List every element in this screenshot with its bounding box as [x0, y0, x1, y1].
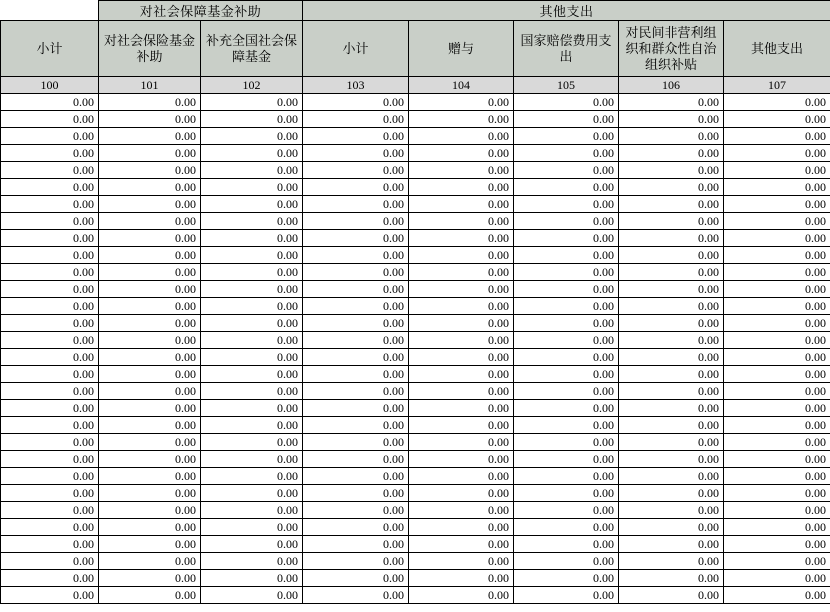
- table-cell[interactable]: 0.00: [514, 247, 619, 264]
- table-cell[interactable]: 0.00: [724, 519, 830, 536]
- table-cell[interactable]: 0.00: [303, 315, 409, 332]
- table-cell[interactable]: 0.00: [409, 570, 514, 587]
- table-cell[interactable]: 0.00: [514, 434, 619, 451]
- table-cell[interactable]: 0.00: [409, 111, 514, 128]
- table-cell[interactable]: 0.00: [619, 145, 724, 162]
- table-cell[interactable]: 0.00: [201, 196, 303, 213]
- table-cell[interactable]: 0.00: [303, 400, 409, 417]
- table-row: [1, 519, 830, 536]
- table-cell[interactable]: 0.00: [201, 230, 303, 247]
- table-cell[interactable]: 0.00: [201, 213, 303, 230]
- table-cell[interactable]: 0.00: [99, 553, 201, 570]
- table-row: [1, 213, 830, 230]
- table-cell[interactable]: 0.00: [724, 332, 830, 349]
- table-cell[interactable]: 0.00: [1, 94, 99, 111]
- table-cell[interactable]: 0.00: [514, 553, 619, 570]
- table-cell[interactable]: 0.00: [1, 519, 99, 536]
- table-cell[interactable]: 0.00: [1, 196, 99, 213]
- table-cell[interactable]: 0.00: [99, 145, 201, 162]
- table-cell[interactable]: 0.00: [409, 264, 514, 281]
- table-cell[interactable]: 0.00: [514, 179, 619, 196]
- table-cell[interactable]: 0.00: [1, 298, 99, 315]
- table-row: [1, 366, 830, 383]
- table-cell[interactable]: 0.00: [724, 128, 830, 145]
- table-cell[interactable]: 0.00: [409, 196, 514, 213]
- table-cell[interactable]: 0.00: [1, 383, 99, 400]
- table-cell[interactable]: 0.00: [1, 315, 99, 332]
- table-cell[interactable]: 0.00: [201, 298, 303, 315]
- table-cell[interactable]: 0.00: [514, 536, 619, 553]
- table-cell[interactable]: 0.00: [1, 485, 99, 502]
- table-row: [1, 230, 830, 247]
- table-row: [1, 264, 830, 281]
- table-row: [1, 349, 830, 366]
- table-cell[interactable]: 0.00: [514, 230, 619, 247]
- table-row: [1, 162, 830, 179]
- table-cell[interactable]: 0.00: [409, 451, 514, 468]
- table-cell[interactable]: 0.00: [99, 298, 201, 315]
- table-cell[interactable]: 0.00: [99, 434, 201, 451]
- table-cell[interactable]: 0.00: [303, 570, 409, 587]
- table-cell[interactable]: 0.00: [724, 417, 830, 434]
- table-cell[interactable]: 0.00: [514, 213, 619, 230]
- column-code-1: 101: [99, 77, 201, 94]
- table-cell[interactable]: 0.00: [201, 94, 303, 111]
- table-cell[interactable]: 0.00: [303, 230, 409, 247]
- table-row: [1, 417, 830, 434]
- table-cell[interactable]: 0.00: [201, 383, 303, 400]
- table-cell[interactable]: 0.00: [99, 196, 201, 213]
- table-cell[interactable]: 0.00: [201, 451, 303, 468]
- table-cell[interactable]: 0.00: [201, 111, 303, 128]
- table-cell[interactable]: 0.00: [409, 417, 514, 434]
- table-cell[interactable]: 0.00: [619, 94, 724, 111]
- table-row: [1, 536, 830, 553]
- table-cell[interactable]: 0.00: [99, 264, 201, 281]
- table-cell[interactable]: 0.00: [619, 570, 724, 587]
- table-cell[interactable]: 0.00: [99, 468, 201, 485]
- table-cell[interactable]: 0.00: [514, 298, 619, 315]
- column-code-4: 104: [409, 77, 514, 94]
- table-row: [1, 179, 830, 196]
- table-cell[interactable]: 0.00: [303, 587, 409, 604]
- table-cell[interactable]: 0.00: [409, 468, 514, 485]
- table-cell[interactable]: 0.00: [1, 451, 99, 468]
- table-cell[interactable]: 0.00: [201, 536, 303, 553]
- table-cell[interactable]: 0.00: [1, 468, 99, 485]
- table-cell[interactable]: 0.00: [99, 366, 201, 383]
- table-cell[interactable]: 0.00: [201, 434, 303, 451]
- table-cell[interactable]: 0.00: [99, 94, 201, 111]
- table-cell[interactable]: 0.00: [619, 485, 724, 502]
- table-row: [1, 128, 830, 145]
- table-cell[interactable]: 0.00: [619, 536, 724, 553]
- table-cell[interactable]: 0.00: [99, 111, 201, 128]
- column-name-0: 小计: [1, 21, 99, 77]
- table-cell[interactable]: 0.00: [99, 332, 201, 349]
- table-cell[interactable]: 0.00: [1, 111, 99, 128]
- table-cell[interactable]: 0.00: [303, 281, 409, 298]
- table-cell[interactable]: 0.00: [724, 94, 830, 111]
- table-cell[interactable]: 0.00: [724, 587, 830, 604]
- table-cell[interactable]: 0.00: [619, 111, 724, 128]
- table-row: [1, 400, 830, 417]
- table-cell[interactable]: 0.00: [724, 179, 830, 196]
- table-cell[interactable]: 0.00: [619, 468, 724, 485]
- table-cell[interactable]: 0.00: [409, 587, 514, 604]
- table-row: [1, 298, 830, 315]
- table-cell[interactable]: 0.00: [201, 247, 303, 264]
- table-cell[interactable]: 0.00: [201, 128, 303, 145]
- table-row: [1, 502, 830, 519]
- table-cell[interactable]: 0.00: [201, 519, 303, 536]
- group-header-social-security-subsidy: 对社会保障基金补助: [99, 1, 303, 21]
- table-cell[interactable]: 0.00: [619, 179, 724, 196]
- table-row: [1, 145, 830, 162]
- table-cell[interactable]: 0.00: [99, 281, 201, 298]
- table-cell[interactable]: 0.00: [514, 366, 619, 383]
- table-cell[interactable]: 0.00: [303, 94, 409, 111]
- table-cell[interactable]: 0.00: [514, 349, 619, 366]
- table-cell[interactable]: 0.00: [409, 400, 514, 417]
- table-cell[interactable]: 0.00: [1, 264, 99, 281]
- table-cell[interactable]: 0.00: [724, 298, 830, 315]
- table-row: [1, 332, 830, 349]
- table-cell[interactable]: 0.00: [514, 111, 619, 128]
- table-cell[interactable]: 0.00: [409, 553, 514, 570]
- table-cell[interactable]: 0.00: [99, 400, 201, 417]
- table-cell[interactable]: 0.00: [201, 485, 303, 502]
- table-cell[interactable]: 0.00: [619, 587, 724, 604]
- table-cell[interactable]: 0.00: [724, 111, 830, 128]
- table-cell[interactable]: 0.00: [303, 383, 409, 400]
- column-code-2: 102: [201, 77, 303, 94]
- table-cell[interactable]: 0.00: [201, 587, 303, 604]
- table-cell[interactable]: 0.00: [99, 536, 201, 553]
- table-cell[interactable]: 0.00: [724, 570, 830, 587]
- table-cell[interactable]: 0.00: [99, 315, 201, 332]
- table-cell[interactable]: 0.00: [514, 570, 619, 587]
- table-cell[interactable]: 0.00: [303, 128, 409, 145]
- table-row: [1, 94, 830, 111]
- table-cell[interactable]: 0.00: [1, 332, 99, 349]
- table-cell[interactable]: 0.00: [724, 502, 830, 519]
- table-cell[interactable]: 0.00: [201, 570, 303, 587]
- group-header-spacer: [1, 1, 99, 21]
- column-name-7: 其他支出: [724, 21, 830, 77]
- table-cell[interactable]: 0.00: [619, 400, 724, 417]
- table-cell[interactable]: 0.00: [1, 179, 99, 196]
- table-cell[interactable]: 0.00: [619, 417, 724, 434]
- table-cell[interactable]: 0.00: [409, 366, 514, 383]
- table-cell[interactable]: 0.00: [724, 145, 830, 162]
- table-cell[interactable]: 0.00: [619, 281, 724, 298]
- table-cell[interactable]: 0.00: [1, 587, 99, 604]
- table-cell[interactable]: 0.00: [99, 213, 201, 230]
- table-cell[interactable]: 0.00: [514, 468, 619, 485]
- column-name-3: 小计: [303, 21, 409, 77]
- table-row: [1, 111, 830, 128]
- table-cell[interactable]: 0.00: [303, 502, 409, 519]
- table-cell[interactable]: 0.00: [303, 162, 409, 179]
- table-cell[interactable]: 0.00: [1, 366, 99, 383]
- table-cell[interactable]: 0.00: [724, 213, 830, 230]
- table-cell[interactable]: 0.00: [724, 400, 830, 417]
- table-row: [1, 468, 830, 485]
- table-cell[interactable]: 0.00: [514, 485, 619, 502]
- column-name-5: 国家赔偿费用支出: [514, 21, 619, 77]
- table-cell[interactable]: 0.00: [514, 587, 619, 604]
- table-cell[interactable]: 0.00: [514, 281, 619, 298]
- table-cell[interactable]: 0.00: [201, 349, 303, 366]
- table-cell[interactable]: 0.00: [99, 247, 201, 264]
- table-cell[interactable]: 0.00: [619, 366, 724, 383]
- table-cell[interactable]: 0.00: [99, 417, 201, 434]
- table-cell[interactable]: 0.00: [409, 349, 514, 366]
- column-code-6: 106: [619, 77, 724, 94]
- column-name-2: 补充全国社会保障基金: [201, 21, 303, 77]
- table-cell[interactable]: 0.00: [724, 536, 830, 553]
- table-cell[interactable]: 0.00: [99, 179, 201, 196]
- table-row: [1, 553, 830, 570]
- table-cell[interactable]: 0.00: [201, 553, 303, 570]
- table-cell[interactable]: 0.00: [303, 553, 409, 570]
- table-cell[interactable]: 0.00: [724, 230, 830, 247]
- table-cell[interactable]: 0.00: [303, 247, 409, 264]
- group-header-row: [1, 1, 830, 21]
- table-row: [1, 587, 830, 604]
- table-cell[interactable]: 0.00: [1, 434, 99, 451]
- table-cell[interactable]: 0.00: [619, 553, 724, 570]
- table-cell[interactable]: 0.00: [514, 451, 619, 468]
- table-cell[interactable]: 0.00: [409, 179, 514, 196]
- table-cell[interactable]: 0.00: [409, 162, 514, 179]
- table-cell[interactable]: 0.00: [201, 366, 303, 383]
- table-cell[interactable]: 0.00: [724, 434, 830, 451]
- table-cell[interactable]: 0.00: [303, 519, 409, 536]
- table-row: [1, 247, 830, 264]
- table-cell[interactable]: 0.00: [99, 349, 201, 366]
- table-cell[interactable]: 0.00: [201, 417, 303, 434]
- table-cell[interactable]: 0.00: [724, 468, 830, 485]
- table-row: [1, 485, 830, 502]
- table-cell[interactable]: 0.00: [409, 213, 514, 230]
- table-cell[interactable]: 0.00: [409, 536, 514, 553]
- table-row: [1, 451, 830, 468]
- table-cell[interactable]: 0.00: [1, 553, 99, 570]
- column-name-4: 赠与: [409, 21, 514, 77]
- column-name-row: [1, 21, 830, 77]
- table-row: [1, 281, 830, 298]
- table-cell[interactable]: 0.00: [409, 145, 514, 162]
- table-row: [1, 570, 830, 587]
- table-cell[interactable]: 0.00: [724, 553, 830, 570]
- table-cell[interactable]: 0.00: [201, 281, 303, 298]
- table-cell[interactable]: 0.00: [514, 94, 619, 111]
- table-cell[interactable]: 0.00: [99, 485, 201, 502]
- table-cell[interactable]: 0.00: [409, 94, 514, 111]
- table-cell[interactable]: 0.00: [514, 315, 619, 332]
- table-cell[interactable]: 0.00: [99, 570, 201, 587]
- table-cell[interactable]: 0.00: [303, 366, 409, 383]
- table-cell[interactable]: 0.00: [1, 230, 99, 247]
- table-cell[interactable]: 0.00: [514, 502, 619, 519]
- table-cell[interactable]: 0.00: [201, 179, 303, 196]
- table-cell[interactable]: 0.00: [514, 196, 619, 213]
- table-cell[interactable]: 0.00: [1, 162, 99, 179]
- table-cell[interactable]: 0.00: [619, 519, 724, 536]
- table-cell[interactable]: 0.00: [1, 570, 99, 587]
- table-cell[interactable]: 0.00: [514, 417, 619, 434]
- table-cell[interactable]: 0.00: [99, 230, 201, 247]
- table-cell[interactable]: 0.00: [619, 247, 724, 264]
- table-cell[interactable]: 0.00: [303, 213, 409, 230]
- table-cell[interactable]: 0.00: [1, 213, 99, 230]
- table-cell[interactable]: 0.00: [1, 281, 99, 298]
- table-cell[interactable]: 0.00: [201, 502, 303, 519]
- table-cell[interactable]: 0.00: [409, 281, 514, 298]
- table-cell[interactable]: 0.00: [303, 145, 409, 162]
- table-cell[interactable]: 0.00: [619, 502, 724, 519]
- column-code-0: 100: [1, 77, 99, 94]
- table-row: [1, 434, 830, 451]
- table-cell[interactable]: 0.00: [409, 502, 514, 519]
- table-cell[interactable]: 0.00: [409, 128, 514, 145]
- table-cell[interactable]: 0.00: [619, 196, 724, 213]
- table-row: [1, 196, 830, 213]
- table-cell[interactable]: 0.00: [303, 349, 409, 366]
- table-cell[interactable]: 0.00: [99, 383, 201, 400]
- table-cell[interactable]: 0.00: [619, 434, 724, 451]
- table-cell[interactable]: 0.00: [619, 349, 724, 366]
- table-cell[interactable]: 0.00: [303, 298, 409, 315]
- table-cell[interactable]: 0.00: [201, 162, 303, 179]
- table-cell[interactable]: 0.00: [724, 315, 830, 332]
- column-name-6: 对民间非营利组织和群众性自治组织补贴: [619, 21, 724, 77]
- table-cell[interactable]: 0.00: [514, 128, 619, 145]
- table-cell[interactable]: 0.00: [201, 332, 303, 349]
- table-cell[interactable]: 0.00: [619, 264, 724, 281]
- table-cell[interactable]: 0.00: [409, 383, 514, 400]
- table-cell[interactable]: 0.00: [201, 400, 303, 417]
- table-cell[interactable]: 0.00: [724, 281, 830, 298]
- table-cell[interactable]: 0.00: [409, 247, 514, 264]
- table-cell[interactable]: 0.00: [619, 230, 724, 247]
- table-cell[interactable]: 0.00: [409, 230, 514, 247]
- table-cell[interactable]: 0.00: [724, 451, 830, 468]
- table-row: [1, 383, 830, 400]
- table-cell[interactable]: 0.00: [303, 179, 409, 196]
- table-cell[interactable]: 0.00: [99, 502, 201, 519]
- table-cell[interactable]: 0.00: [1, 502, 99, 519]
- table-cell[interactable]: 0.00: [1, 536, 99, 553]
- group-header-other-expenditure: 其他支出: [303, 1, 830, 21]
- table-cell[interactable]: 0.00: [1, 145, 99, 162]
- table-cell[interactable]: 0.00: [514, 383, 619, 400]
- table-cell[interactable]: 0.00: [99, 519, 201, 536]
- table-cell[interactable]: 0.00: [303, 196, 409, 213]
- table-cell[interactable]: 0.00: [1, 128, 99, 145]
- table-cell[interactable]: 0.00: [99, 451, 201, 468]
- table-cell[interactable]: 0.00: [303, 332, 409, 349]
- table-cell[interactable]: 0.00: [514, 332, 619, 349]
- table-cell[interactable]: 0.00: [514, 162, 619, 179]
- table-cell[interactable]: 0.00: [1, 349, 99, 366]
- table-cell[interactable]: 0.00: [724, 196, 830, 213]
- table-cell[interactable]: 0.00: [724, 162, 830, 179]
- table-cell[interactable]: 0.00: [409, 519, 514, 536]
- table-cell[interactable]: 0.00: [724, 366, 830, 383]
- table-cell[interactable]: 0.00: [514, 519, 619, 536]
- table-cell[interactable]: 0.00: [514, 264, 619, 281]
- table-cell[interactable]: 0.00: [619, 315, 724, 332]
- table-cell[interactable]: 0.00: [724, 247, 830, 264]
- table-cell[interactable]: 0.00: [99, 587, 201, 604]
- table-cell[interactable]: 0.00: [99, 128, 201, 145]
- table-cell[interactable]: 0.00: [303, 468, 409, 485]
- table-cell[interactable]: 0.00: [99, 162, 201, 179]
- table-cell[interactable]: 0.00: [619, 213, 724, 230]
- table-cell[interactable]: 0.00: [619, 451, 724, 468]
- table-cell[interactable]: 0.00: [201, 315, 303, 332]
- table-cell[interactable]: 0.00: [514, 400, 619, 417]
- column-code-row: [1, 77, 830, 94]
- table-cell[interactable]: 0.00: [409, 315, 514, 332]
- table-cell[interactable]: 0.00: [619, 298, 724, 315]
- column-code-7: 107: [724, 77, 830, 94]
- table-row: [1, 315, 830, 332]
- column-code-5: 105: [514, 77, 619, 94]
- table-cell[interactable]: 0.00: [619, 332, 724, 349]
- table-cell[interactable]: 0.00: [1, 247, 99, 264]
- table-cell[interactable]: 0.00: [409, 298, 514, 315]
- table-cell[interactable]: 0.00: [409, 485, 514, 502]
- table-cell[interactable]: 0.00: [409, 434, 514, 451]
- table-cell[interactable]: 0.00: [303, 417, 409, 434]
- column-code-3: 103: [303, 77, 409, 94]
- table-cell[interactable]: 0.00: [724, 485, 830, 502]
- table-cell[interactable]: 0.00: [724, 349, 830, 366]
- table-cell[interactable]: 0.00: [724, 264, 830, 281]
- table-cell[interactable]: 0.00: [201, 145, 303, 162]
- table-cell[interactable]: 0.00: [1, 400, 99, 417]
- table-cell[interactable]: 0.00: [1, 417, 99, 434]
- table-cell[interactable]: 0.00: [724, 383, 830, 400]
- table-cell[interactable]: 0.00: [619, 383, 724, 400]
- table-cell[interactable]: 0.00: [201, 468, 303, 485]
- table-cell[interactable]: 0.00: [619, 128, 724, 145]
- table-cell[interactable]: 0.00: [409, 332, 514, 349]
- table-cell[interactable]: 0.00: [514, 145, 619, 162]
- column-name-1: 对社会保险基金补助: [99, 21, 201, 77]
- table-cell[interactable]: 0.00: [201, 264, 303, 281]
- table-cell[interactable]: 0.00: [303, 434, 409, 451]
- table-cell[interactable]: 0.00: [619, 162, 724, 179]
- table-cell[interactable]: 0.00: [303, 111, 409, 128]
- table-cell[interactable]: 0.00: [303, 451, 409, 468]
- table-cell[interactable]: 0.00: [303, 264, 409, 281]
- table-cell[interactable]: 0.00: [303, 485, 409, 502]
- table-cell[interactable]: 0.00: [303, 536, 409, 553]
